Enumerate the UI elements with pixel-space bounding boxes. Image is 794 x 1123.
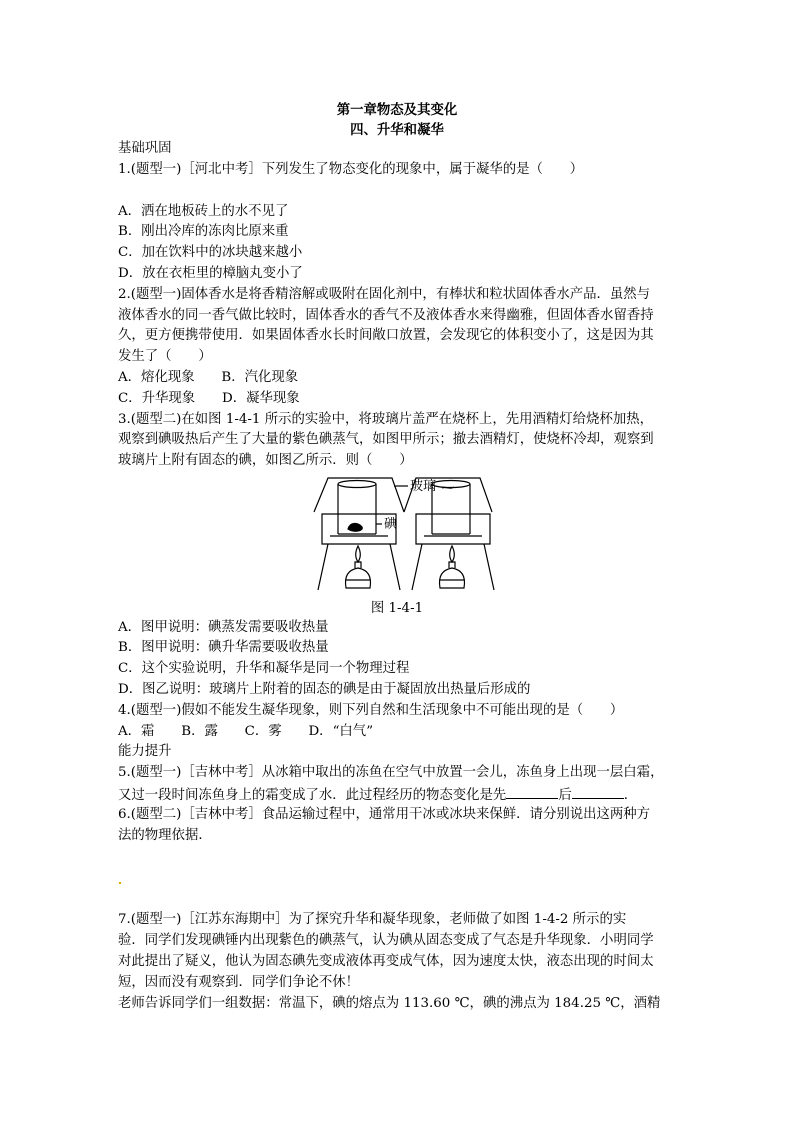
- q6-line-2: 法的物理依据．: [118, 828, 212, 843]
- q2-line-3: 久，更方便携带使用．如果固体香水长时间敞口放置，会发现它的体积变小了，这是因为其: [118, 328, 654, 343]
- q3-option-c: C．这个实验说明，升华和凝华是同一个物理过程: [118, 661, 410, 676]
- answer-blank-2[interactable]: [572, 784, 624, 799]
- q7-line-5: 老师告诉同学们一组数据：常温下，碘的熔点为 113.60 ℃，碘的沸点为 184.25 ℃，酒精: [118, 996, 661, 1011]
- q3-line-1: 3.(题型二)在如图 1-4-1 所示的实验中，将玻璃片盖严在烧杯上，先用酒精灯给烧杯加热，: [118, 412, 654, 427]
- q5-line-2: [118, 784, 637, 806]
- q4-options: A．霜 B．露 C．雾 D．“白气”: [118, 724, 374, 739]
- q2-options-row-1: A．熔化现象 B．汽化现象: [118, 370, 299, 385]
- section-heading-advanced: 能力提升: [118, 744, 172, 759]
- q7-line-1: 7.(题型一)［江苏东海期中］为了探究升华和凝华现象，老师做了如图 1-4-2 所示的实: [118, 912, 627, 927]
- q1-option-a: A．洒在地板砖上的水不见了: [118, 204, 289, 219]
- q7-line-2: 验．同学们发现碘锤内出现紫色的碘蒸气，认为碘从固态变成了气态是升华现象．小明同学: [118, 933, 654, 948]
- q5-line-2-part-c: ．: [623, 788, 638, 803]
- answer-blank-1[interactable]: [506, 784, 558, 799]
- q5-line-2-part-a: 又过一段时间冻鱼身上的霜变成了水．此过程经历的物态变化是先: [118, 788, 507, 803]
- q4-stem: 4.(题型一)假如不能发生凝华现象，则下列自然和生活现象中不可能出现的是（ ）: [118, 703, 624, 718]
- section-heading-basic: 基础巩固: [118, 141, 172, 156]
- q2-options-row-2: C．升华现象 D．凝华现象: [118, 391, 300, 406]
- q3-line-2: 观察到碘吸热后产生了大量的紫色碘蒸气，如图甲所示；撤去酒精灯，使烧杯冷却，观察到: [118, 432, 654, 447]
- section-title: 四、升华和凝华: [350, 122, 444, 138]
- q6-line-1: 6.(题型二)［吉林中考］食品运输过程中，通常用干冰或冰块来保鲜．请分别说出这两种方: [118, 807, 651, 822]
- label-iodine: 碘: [384, 517, 398, 532]
- q3-option-a: A．图甲说明：碘蒸发需要吸收热量: [118, 620, 329, 635]
- stray-mark: [119, 882, 121, 884]
- q7-line-3: 对此提出了疑义，他认为固态碘先变成液体再变成气体，因为速度太快，液态出现的时间太: [118, 954, 654, 969]
- chapter-title: 第一章物态及其变化: [336, 102, 458, 118]
- q3-option-b: B．图甲说明：碘升华需要吸收热量: [118, 640, 329, 655]
- q2-line-2: 液体香水的同一香气做比较时，固体香水的香气不及液体香水来得幽雅，但固体香水留香持: [118, 308, 654, 323]
- q2-line-4: 发生了（ ）: [118, 349, 212, 364]
- iodine-apparatus-illustration: [300, 472, 500, 592]
- q2-line-1: 2.(题型一)固体香水是将香精溶解或吸附在固化剂中，有棒状和粒状固体香水产品．虽然与: [118, 287, 651, 302]
- q3-option-d: D．图乙说明：玻璃片上附着的固态的碘是由于凝固放出热量后形成的: [118, 682, 531, 697]
- figure-caption: 图 1-4-1: [370, 601, 424, 616]
- q7-line-4: 短，因而没有观察到．同学们争论不休！: [118, 975, 360, 990]
- q1-option-c: C．加在饮料中的冰块越来越小: [118, 245, 303, 260]
- q1-stem: 1.(题型一)［河北中考］下列发生了物态变化的现象中，属于凝华的是（ ）: [118, 162, 584, 177]
- q3-line-3: 玻璃片上附有固态的碘，如图乙所示．则（ ）: [118, 453, 413, 468]
- q5-line-2-part-b: 后: [558, 788, 572, 803]
- q1-option-b: B．刚出冷库的冻肉比原来重: [118, 224, 289, 239]
- figure-1-4-1: [300, 472, 500, 592]
- q5-line-1: 5.(题型一)［吉林中考］从冰箱中取出的冻鱼在空气中放置一会儿，冻鱼身上出现一层白霜，: [118, 765, 664, 780]
- q1-option-d: D．放在衣柜里的樟脑丸变小了: [118, 266, 303, 281]
- label-glass: 玻璃: [410, 479, 437, 494]
